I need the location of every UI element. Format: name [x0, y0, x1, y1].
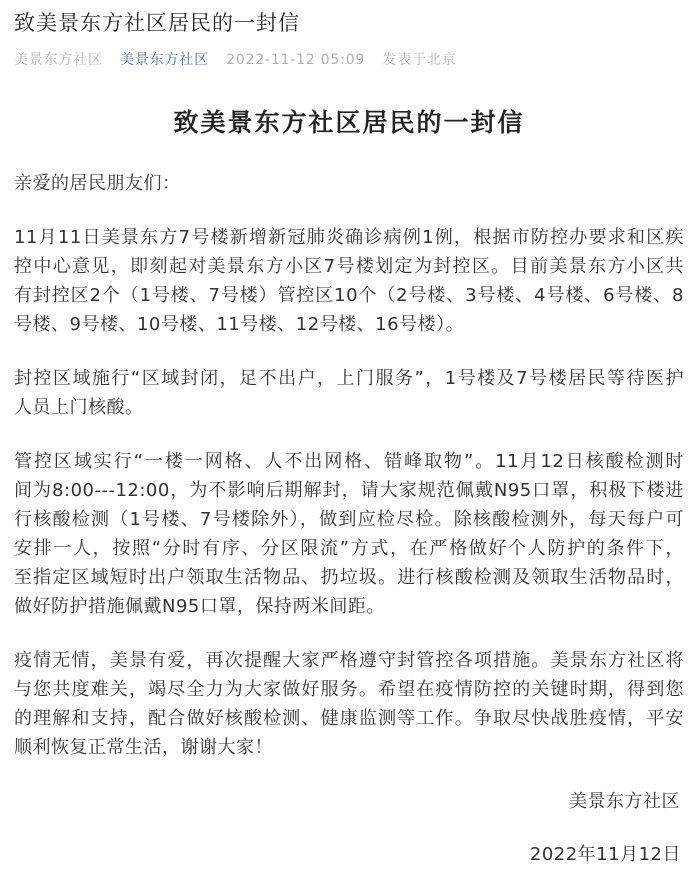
paragraph-2 [14, 364, 684, 422]
letter-greeting: 亲爱的居民朋友们： [14, 172, 181, 194]
letter-date: 2022年11月12日 [529, 843, 681, 865]
author-name: 美景东方社区 [14, 52, 103, 68]
article-title: 致美景东方社区居民的一封信 [14, 11, 300, 35]
paragraph-line: 与您共度难关，竭尽全力为大家做好服务。希望在疫情防控的关键时期，得到您 [14, 678, 684, 700]
paragraph-line: 有封控区2个（1号楼、7号楼）管控区10个（2号楼、3号楼、4号楼、6号楼、8 [14, 284, 684, 306]
paragraph-line: 11月11日美景东方7号楼新增新冠肺炎确诊病例1例，根据市防控办要求和区疾 [14, 226, 684, 248]
account-name-link[interactable]: 美景东方社区 [120, 52, 209, 68]
paragraph-line: 号楼、9号楼、10号楼、11号楼、12号楼、16号楼）。 [14, 313, 465, 335]
paragraph-line: 至指定区域短时出户领取生活物品、扔垃圾。进行核酸检测及领取生活物品时， [14, 566, 684, 588]
article-meta [14, 50, 468, 70]
paragraph-4 [14, 646, 684, 762]
paragraph-line: 管控区域实行“一楼一网格、人不出网格、错峰取物”。11月12日核酸检测时 [14, 450, 684, 472]
paragraph-line: 人员上门核酸。 [14, 396, 144, 418]
paragraph-line: 封控区域施行“区域封闭，足不出户，上门服务”，1号楼及7号楼居民等待医护 [14, 367, 684, 389]
publish-datetime: 2022-11-12 05:09 [226, 52, 366, 68]
publish-location: 发表于北京 [382, 52, 457, 68]
paragraph-line: 顺利恢复正常生活，谢谢大家！ [14, 736, 273, 758]
paragraph-line: 行核酸检测（1号楼、7号楼除外），做到应检尽检。除核酸检测外，每天每户可 [14, 508, 684, 530]
letter-signature: 美景东方社区 [569, 790, 680, 812]
paragraph-line: 间为8:00---12:00，为不影响后期解封，请大家规范佩戴N95口罩，积极下楼进 [14, 479, 684, 501]
article-body [14, 106, 684, 869]
paragraph-line: 做好防护措施佩戴N95口罩，保持两米间距。 [14, 595, 385, 617]
paragraph-line: 安排一人，按照“分时有序、分区限流”方式，在严格做好个人防护的条件下， [14, 537, 684, 559]
paragraph-1 [14, 223, 684, 339]
letter-heading: 致美景东方社区居民的一封信 [173, 108, 525, 137]
paragraph-line: 的理解和支持，配合做好核酸检测、健康监测等工作。争取尽快战胜疫情，平安 [14, 707, 684, 729]
paragraph-3 [14, 447, 684, 621]
paragraph-line: 控中心意见，即刻起对美景东方小区7号楼划定为封控区。目前美景东方小区共 [14, 255, 684, 277]
paragraph-line: 疫情无情，美景有爱，再次提醒大家严格遵守封管控各项措施。美景东方社区将 [14, 649, 684, 671]
